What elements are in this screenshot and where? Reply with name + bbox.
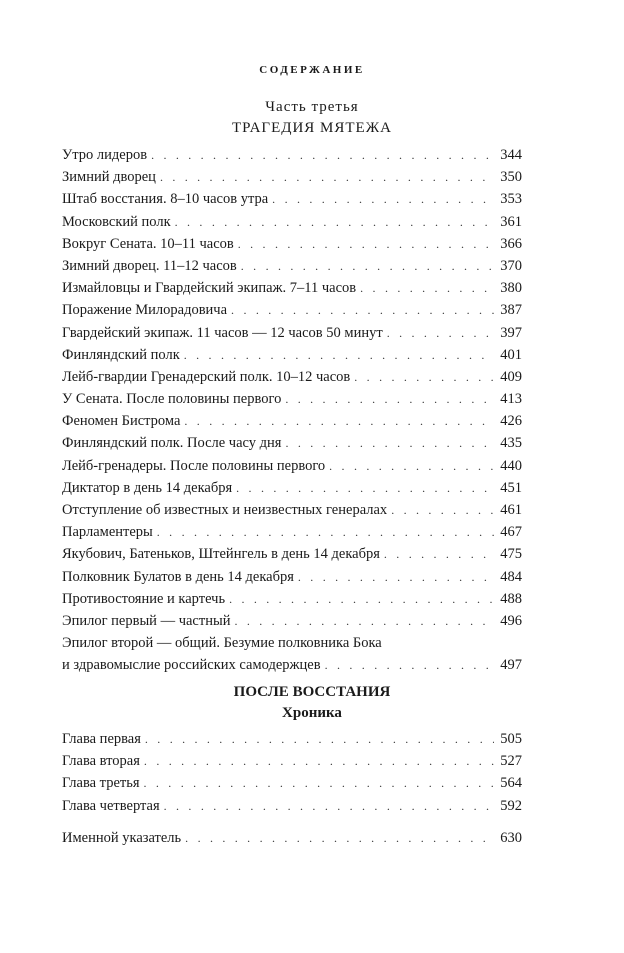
toc-leader-dots bbox=[184, 344, 494, 366]
toc-leader-dots bbox=[185, 827, 494, 849]
toc-leader-dots bbox=[236, 477, 494, 499]
toc-entry[interactable] bbox=[62, 588, 522, 610]
section-title: ПОСЛЕ ВОССТАНИЯ bbox=[233, 684, 391, 700]
toc-entry[interactable] bbox=[62, 795, 522, 817]
toc-entry[interactable] bbox=[62, 566, 522, 588]
toc-entry-title: Поражение Милорадовича bbox=[62, 302, 228, 319]
toc-entry-title: Штаб восстания. 8–10 часов утра bbox=[62, 191, 269, 208]
toc-entry-page: 630 bbox=[500, 830, 522, 846]
toc-entry[interactable] bbox=[62, 166, 522, 188]
toc-entry[interactable] bbox=[62, 410, 522, 432]
toc-entry-title: Московский полк bbox=[62, 213, 171, 230]
toc-leader-dots bbox=[387, 322, 494, 344]
toc-entry[interactable] bbox=[62, 255, 522, 277]
part-title: ТРАГЕДИЯ МЯТЕЖА bbox=[231, 120, 392, 136]
toc-entry-page: 435 bbox=[500, 435, 522, 452]
toc-entry-page: 413 bbox=[500, 391, 522, 408]
toc-entry-page: 361 bbox=[500, 213, 522, 230]
toc-part-three bbox=[62, 144, 522, 677]
toc-entry[interactable] bbox=[62, 388, 522, 410]
toc-leader-dots bbox=[231, 299, 494, 321]
toc-entry[interactable] bbox=[62, 299, 522, 321]
toc-entry-title: Противостояние и картечь bbox=[62, 590, 226, 607]
toc-entry-index[interactable] bbox=[62, 827, 522, 849]
toc-entry-page: 497 bbox=[500, 657, 522, 674]
toc-leader-dots bbox=[144, 772, 495, 794]
toc-entry-page: 426 bbox=[500, 413, 522, 430]
toc-entry-title: Эпилог первый — частный bbox=[62, 612, 231, 629]
toc-entry-title: Глава первая bbox=[62, 731, 141, 747]
toc-entry-page: 505 bbox=[500, 731, 522, 747]
toc-entry-page: 461 bbox=[500, 502, 522, 518]
toc-entry-title: Глава вторая bbox=[62, 753, 140, 770]
toc-entry[interactable] bbox=[62, 455, 522, 477]
toc-entry-title: Глава третья bbox=[62, 775, 140, 792]
toc-entry-page: 380 bbox=[500, 280, 522, 297]
toc-entry-page: 488 bbox=[500, 590, 522, 607]
toc-leader-dots bbox=[234, 610, 494, 632]
toc-entry[interactable] bbox=[62, 521, 522, 543]
toc-entry-title: Финляндский полк. После часу дня bbox=[62, 435, 282, 452]
toc-entry-title: Измайловцы и Гвардейский экипаж. 7–11 часов bbox=[62, 280, 357, 297]
toc-leader-dots bbox=[272, 188, 494, 210]
toc-entry[interactable] bbox=[62, 277, 522, 299]
toc-index bbox=[62, 827, 522, 849]
toc-entry-page: 467 bbox=[500, 524, 522, 541]
toc-entry-title: Вокруг Сената. 10–11 часов bbox=[62, 235, 234, 252]
toc-entry-page: 344 bbox=[500, 147, 522, 163]
part-label: Часть третья bbox=[265, 99, 359, 115]
toc-leader-dots bbox=[151, 144, 494, 166]
toc-entry-page: 592 bbox=[500, 797, 522, 814]
toc-leader-dots bbox=[160, 166, 494, 188]
toc-leader-dots bbox=[241, 255, 494, 277]
toc-leader-dots bbox=[144, 750, 494, 772]
section-subtitle: Хроника bbox=[282, 705, 342, 721]
toc-entry[interactable] bbox=[62, 144, 522, 166]
toc-entry-title: Финляндский полк bbox=[62, 346, 180, 363]
toc-leader-dots bbox=[157, 521, 494, 543]
toc-entry[interactable] bbox=[62, 233, 522, 255]
toc-entry-title: У Сената. После половины первого bbox=[62, 391, 282, 408]
toc-leader-dots bbox=[229, 588, 494, 610]
toc-entry-page: 484 bbox=[500, 568, 522, 585]
toc-entry-page: 370 bbox=[500, 257, 522, 274]
toc-leader-dots bbox=[325, 654, 494, 676]
toc-leader-dots bbox=[384, 543, 494, 565]
toc-entry-page: 397 bbox=[500, 324, 522, 341]
toc-entry-title: Феномен Бистрома bbox=[62, 413, 181, 430]
toc-entry-page: 475 bbox=[500, 546, 522, 563]
toc-leader-dots bbox=[145, 728, 494, 750]
toc-entry[interactable] bbox=[62, 610, 522, 632]
toc-entry[interactable] bbox=[62, 211, 522, 233]
toc-entry-title: Утро лидеров bbox=[62, 147, 148, 163]
toc-entry-title: Парламентеры bbox=[62, 524, 153, 541]
running-head: СОДЕРЖАНИЕ bbox=[259, 64, 365, 76]
toc-entry-page: 366 bbox=[500, 235, 522, 252]
toc-entry[interactable] bbox=[62, 499, 522, 521]
toc-entry[interactable] bbox=[62, 543, 522, 565]
toc-entry-title: Лейб-гвардии Гренадерский полк. 10–12 часов bbox=[62, 368, 351, 385]
toc-entry-page: 401 bbox=[500, 346, 522, 363]
toc-entry[interactable] bbox=[62, 728, 522, 750]
toc-entry[interactable] bbox=[62, 188, 522, 210]
toc-entry-page: 353 bbox=[500, 191, 522, 208]
toc-entry-title: Лейб-гренадеры. После половины первого bbox=[62, 457, 326, 474]
toc-entry-page: 451 bbox=[500, 479, 522, 496]
toc-leader-dots bbox=[354, 366, 494, 388]
toc-entry-title: Зимний дворец. 11–12 часов bbox=[62, 257, 237, 274]
toc-entry-page: 387 bbox=[500, 302, 522, 319]
toc-entry[interactable] bbox=[62, 772, 522, 794]
toc-entry[interactable] bbox=[62, 432, 522, 454]
toc-leader-dots bbox=[238, 233, 494, 255]
toc-leader-dots bbox=[298, 566, 494, 588]
toc-entry-title: Диктатор в день 14 декабря bbox=[62, 479, 233, 496]
toc-entry-title: Глава четвертая bbox=[62, 797, 160, 814]
toc-entry-page: 440 bbox=[500, 457, 522, 474]
toc-entry[interactable] bbox=[62, 477, 522, 499]
toc-entry-page: 350 bbox=[500, 169, 522, 186]
toc-entry-page: 496 bbox=[500, 612, 522, 629]
toc-leader-dots bbox=[175, 211, 494, 233]
toc-leader-dots bbox=[360, 277, 494, 299]
toc-after-uprising bbox=[62, 728, 522, 817]
toc-entry-title: Зимний дворец bbox=[62, 169, 156, 186]
toc-entry-title: Отступление об известных и неизвестных генералах bbox=[62, 502, 388, 518]
toc-entry-title: Полковник Булатов в день 14 декабря bbox=[62, 568, 294, 585]
toc-entry-title-line2: и здравомыслие российских самодержцев bbox=[62, 657, 321, 674]
toc-entry-title: Именной указатель bbox=[62, 830, 182, 846]
toc-leader-dots bbox=[285, 388, 494, 410]
toc-entry[interactable] bbox=[62, 632, 522, 676]
toc-entry-page: 409 bbox=[500, 368, 522, 385]
toc-leader-dots bbox=[285, 432, 494, 454]
toc-entry[interactable] bbox=[62, 344, 522, 366]
toc-leader-dots bbox=[184, 410, 494, 432]
toc-leader-dots bbox=[329, 455, 494, 477]
toc-leader-dots bbox=[164, 795, 494, 817]
toc-entry-page: 564 bbox=[500, 775, 522, 792]
toc-entry-page: 527 bbox=[500, 753, 522, 770]
toc-entry-title: Гвардейский экипаж. 11 часов — 12 часов 50 минут bbox=[62, 324, 383, 341]
toc-entry-title-line1: Эпилог второй — общий. Безумие полковника Бока bbox=[62, 635, 382, 652]
toc-entry[interactable] bbox=[62, 322, 522, 344]
toc-entry[interactable] bbox=[62, 366, 522, 388]
toc-entry[interactable] bbox=[62, 750, 522, 772]
toc-leader-dots bbox=[391, 499, 494, 521]
toc-entry-title: Якубович, Батеньков, Штейнгель в день 14 декабря bbox=[62, 546, 380, 563]
